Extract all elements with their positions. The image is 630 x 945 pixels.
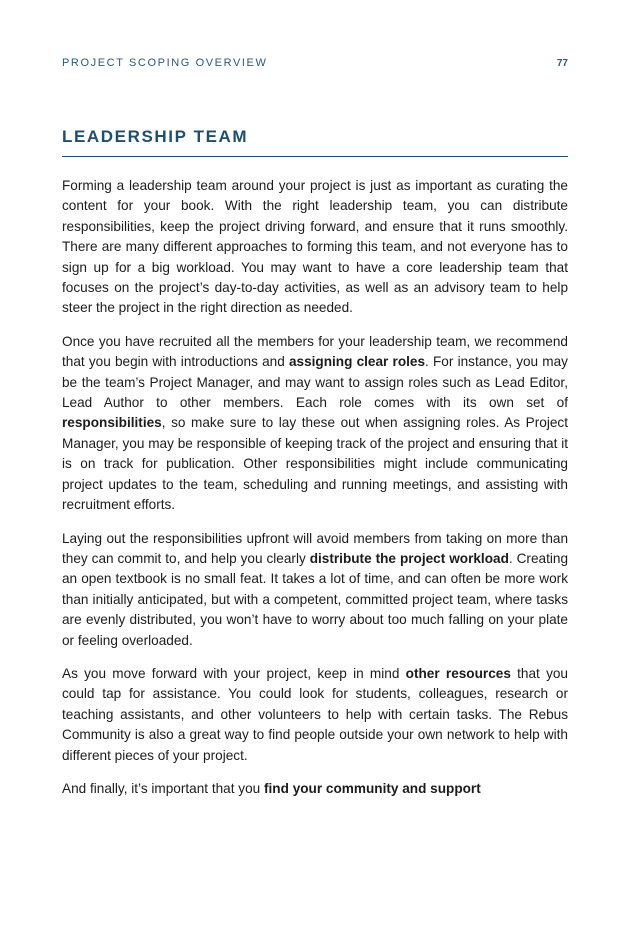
emphasis-distribute-project-workload: distribute the project workload	[309, 550, 509, 566]
emphasis-find-your-community: find your community and support	[264, 780, 481, 796]
paragraph-3-text-2: . Creating an open textbook is no small feat. It takes a lot of time, and can often be more work than initially anticipated, but with a competent, committed project team, where tasks are evenly distributed, you won’t have to worry about too much falling on your plate or feeling overloaded.	[62, 550, 568, 648]
paragraph-3-text-1: Laying out the responsibilities upfront will avoid members from taking on more than they can commit to, and help you clearly	[62, 530, 568, 566]
paragraph-2	[62, 332, 568, 516]
paragraph-2-text-2: . For instance, you may be the team’s Project Manager, and may want to assign roles such as Lead Editor, Lead Author to other members. Each role comes with its own set of	[62, 354, 568, 411]
page-number: 77	[556, 57, 568, 69]
emphasis-other-resources: other resources	[405, 665, 511, 681]
paragraph-1-text: Forming a leadership team around your project is just as important as curating the content for your book. With the right leadership team, you can distribute responsibilities, keep the project driving forward, and ensure that it runs smoothly. There are many different approaches to forming this team, and not everyone has to sign up for a big workload. You may want to have a core leadership team that focuses on the project’s day-to-day activities, as well as an advisory team to help steer the project in the right direction as needed.	[62, 178, 568, 316]
paragraph-4-text-1: As you move forward with your project, keep in mind	[62, 665, 406, 681]
body-text	[62, 176, 568, 812]
paragraph-4-text-2: that you could tap for assistance. You could look for students, colleagues, research or teaching assistants, and other volunteers to help with certain tasks. The Rebus Community is also a great way to find people outside your own network to help with different pieces of your project.	[62, 665, 568, 763]
paragraph-1	[62, 176, 568, 319]
paragraph-5	[62, 779, 568, 799]
paragraph-3	[62, 529, 568, 651]
paragraph-4	[62, 664, 568, 766]
paragraph-2-text-3: , so make sure to lay these out when assigning roles. As Project Manager, you may be responsible of keeping track of the project and ensuring that it is on track for publication. Other responsibilities might include communicating project updates to the team, scheduling and running meetings, and assisting with recruitment efforts.	[62, 415, 568, 513]
section-heading: LEADERSHIP TEAM	[62, 127, 568, 157]
running-title: PROJECT SCOPING OVERVIEW	[62, 57, 268, 69]
emphasis-assigning-clear-roles: assigning clear roles	[288, 354, 426, 370]
running-header	[62, 56, 568, 70]
emphasis-responsibilities: responsibilities	[62, 415, 162, 431]
paragraph-5-text-1: And finally, it’s important that you	[62, 780, 264, 796]
paragraph-2-text-1: Once you have recruited all the members for your leadership team, we recommend that you begin with introductions and	[62, 333, 568, 370]
